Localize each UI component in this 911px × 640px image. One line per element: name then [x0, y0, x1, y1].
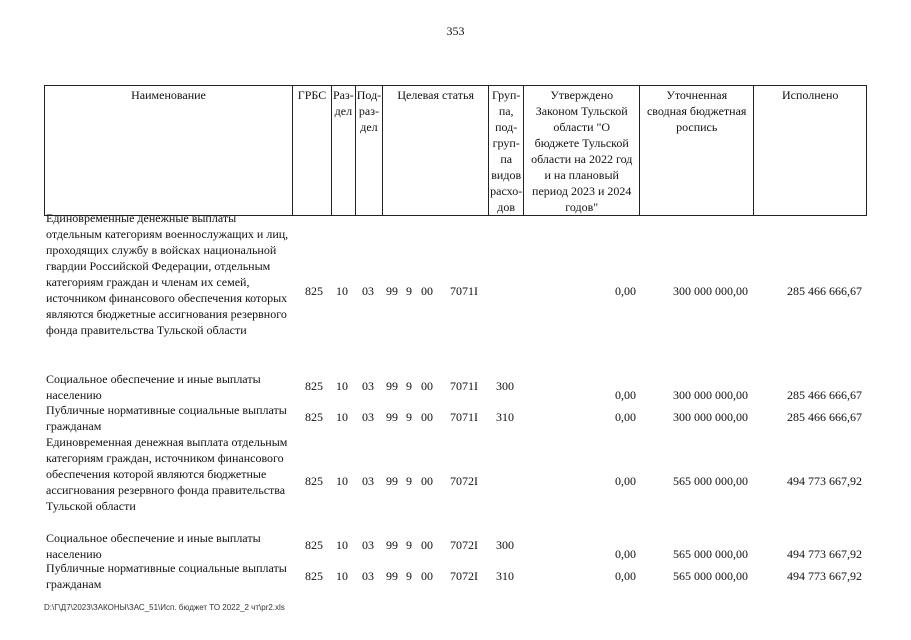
row-razdel: 10 [336, 474, 348, 488]
row-approved: 0,00 [615, 284, 636, 298]
row-refined: 565 000 000,00 [673, 569, 748, 583]
header-razdel: Раз- дел [332, 86, 356, 216]
table-row [44, 402, 864, 434]
row-group: 300 [496, 379, 514, 393]
row-podrazdel: 03 [362, 474, 374, 488]
row-target-part1: 99 [386, 410, 398, 424]
row-refined: 300 000 000,00 [673, 388, 748, 402]
row-executed: 494 773 667,92 [787, 474, 862, 488]
row-name: Социальное обеспечение и иные выплаты населению [46, 531, 261, 561]
row-target-part4: 7071I [450, 284, 478, 298]
row-refined: 565 000 000,00 [673, 547, 748, 561]
row-refined: 565 000 000,00 [673, 474, 748, 488]
row-name: Единовременные денежные выплаты отдельным категориям военнослужащих и лиц, проходящих службу в войсках национальной гвардии Российской Федерации, отдельным категориям граждан и членам их семей, источником финансового обеспечения которых являются бюджетные ассигнования резервного фонда правительства Тульской области [46, 211, 289, 337]
row-grbs: 825 [305, 569, 323, 583]
row-name: Публичные нормативные социальные выплаты гражданам [46, 561, 287, 591]
row-approved: 0,00 [615, 547, 636, 561]
row-name: Единовременная денежная выплата отдельным категориям граждан, источником финансового обеспечения которой являются бюджетные ассигнования резервного фонда правительства Тульской области [46, 435, 288, 513]
row-executed: 494 773 667,92 [787, 569, 862, 583]
row-executed: 285 466 666,67 [787, 388, 862, 402]
row-group: 310 [496, 569, 514, 583]
row-approved: 0,00 [615, 474, 636, 488]
header-executed: Исполнено [754, 86, 867, 216]
row-grbs: 825 [305, 474, 323, 488]
file-path-footer: D:\Г\Д7\2023\ЗАКОНЫ\ЗАС_51\Исп. бюджет ТО 2022_2 чт\pr2.xls [44, 603, 285, 612]
row-group: 310 [496, 410, 514, 424]
row-target-part3: 00 [421, 284, 433, 298]
row-target-part2: 9 [406, 379, 412, 393]
row-razdel: 10 [336, 379, 348, 393]
row-grbs: 825 [305, 284, 323, 298]
header-approved: Утверждено Законом Тульской области "О бюджете Тульской области на 2022 год и на плановый период 2023 и 2024 годов" [524, 86, 640, 216]
header-target-article: Целевая статья [383, 86, 489, 216]
row-podrazdel: 03 [362, 538, 374, 552]
row-target-part4: 7072I [450, 569, 478, 583]
row-target-part2: 9 [406, 538, 412, 552]
row-podrazdel: 03 [362, 569, 374, 583]
row-target-part2: 9 [406, 569, 412, 583]
table-row [44, 530, 864, 562]
row-name: Социальное обеспечение и иные выплаты населению [46, 372, 261, 402]
row-target-part1: 99 [386, 379, 398, 393]
row-target-part4: 7072I [450, 538, 478, 552]
row-target-part4: 7072I [450, 474, 478, 488]
table-header [44, 85, 867, 216]
row-grbs: 825 [305, 538, 323, 552]
row-target-part1: 99 [386, 284, 398, 298]
row-target-part3: 00 [421, 410, 433, 424]
row-target-part1: 99 [386, 538, 398, 552]
row-podrazdel: 03 [362, 379, 374, 393]
row-target-part4: 7071I [450, 379, 478, 393]
row-approved: 0,00 [615, 410, 636, 424]
row-refined: 300 000 000,00 [673, 284, 748, 298]
row-razdel: 10 [336, 538, 348, 552]
row-podrazdel: 03 [362, 284, 374, 298]
table-row [44, 560, 864, 592]
row-target-part3: 00 [421, 538, 433, 552]
row-grbs: 825 [305, 410, 323, 424]
row-name: Публичные нормативные социальные выплаты гражданам [46, 403, 287, 433]
row-executed: 285 466 666,67 [787, 284, 862, 298]
row-target-part3: 00 [421, 474, 433, 488]
row-approved: 0,00 [615, 388, 636, 402]
row-target-part1: 99 [386, 474, 398, 488]
table-row [44, 210, 864, 355]
row-razdel: 10 [336, 410, 348, 424]
header-podrazdel: Под- раз- дел [355, 86, 382, 216]
row-executed: 285 466 666,67 [787, 410, 862, 424]
row-refined: 300 000 000,00 [673, 410, 748, 424]
row-target-part2: 9 [406, 474, 412, 488]
table-row [44, 434, 864, 516]
row-target-part1: 99 [386, 569, 398, 583]
row-approved: 0,00 [615, 569, 636, 583]
row-razdel: 10 [336, 284, 348, 298]
row-target-part2: 9 [406, 410, 412, 424]
row-target-part2: 9 [406, 284, 412, 298]
row-target-part4: 7071I [450, 410, 478, 424]
header-refined: Уточненная сводная бюджетная роспись [640, 86, 754, 216]
row-executed: 494 773 667,92 [787, 547, 862, 561]
header-grbs: ГРБС [293, 86, 332, 216]
header-name: Наименование [45, 86, 293, 216]
row-grbs: 825 [305, 379, 323, 393]
row-group: 300 [496, 538, 514, 552]
row-razdel: 10 [336, 569, 348, 583]
row-target-part3: 00 [421, 379, 433, 393]
row-podrazdel: 03 [362, 410, 374, 424]
row-target-part3: 00 [421, 569, 433, 583]
header-expense-group: Груп- па, под- груп- па видов расхо- дов [489, 86, 524, 216]
table-row [44, 371, 864, 403]
page-number: 353 [446, 24, 465, 38]
